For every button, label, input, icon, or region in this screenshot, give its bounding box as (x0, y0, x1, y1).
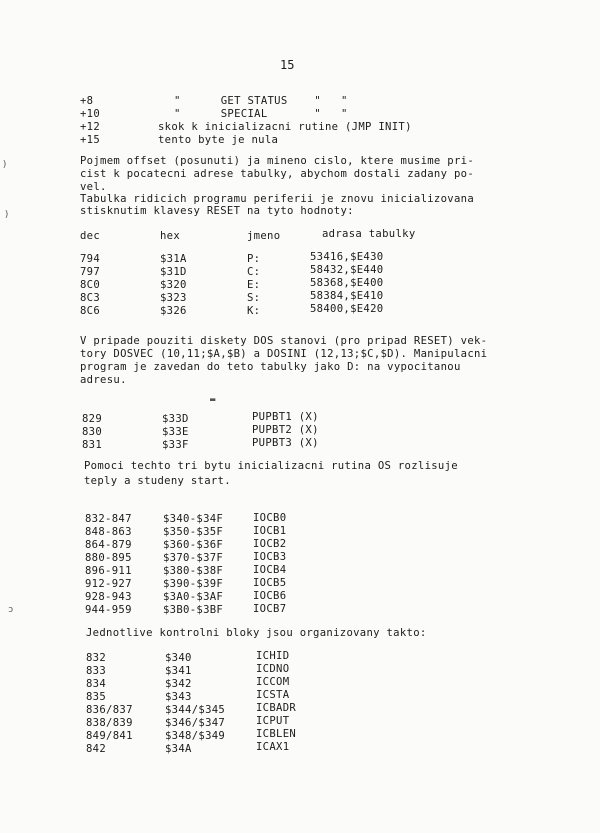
paragraph-line: cist k pocatecni adrese tabulky, abychom dostali zadany po- (80, 168, 474, 180)
table-cell: $380-$38F (163, 565, 224, 577)
table-cell: PUPBT3 (X) (252, 437, 319, 449)
paragraph-line: vel. (80, 181, 107, 193)
table-cell: PUPBT2 (X) (252, 424, 319, 436)
table-cell: 832-847 (85, 513, 132, 525)
paragraph-line: Pojmem offset (posunuti) ja mineno cislo, ktere musime pri- (80, 155, 474, 167)
offset-desc: skok k inicializacni rutine (JMP INIT) (158, 121, 412, 133)
table-cell: 848-863 (85, 526, 132, 538)
table-cell: $33F (162, 439, 189, 451)
table-cell: K: (247, 305, 261, 317)
offset-desc: " GET STATUS " " (174, 95, 348, 107)
table-cell: IOCB5 (253, 577, 287, 589)
table-cell: $350-$35F (163, 526, 224, 538)
offset-label: +8 (80, 95, 94, 107)
table-cell: PUPBT1 (X) (252, 411, 319, 423)
table-cell: IOCB2 (253, 538, 287, 550)
table-cell: ICBADR (256, 702, 297, 714)
table-cell: IOCB6 (253, 590, 287, 602)
scan-mark: ▬ (210, 395, 216, 405)
table-cell: 829 (82, 413, 103, 425)
table-cell: $341 (165, 665, 192, 677)
table-cell: 833 (86, 665, 107, 677)
table-cell: $346/$347 (165, 717, 226, 729)
table-cell: IOCB3 (253, 551, 287, 563)
table-cell: $344/$345 (165, 704, 226, 716)
table-cell: 797 (80, 266, 101, 278)
table-cell: $31D (160, 266, 187, 278)
paragraph-line: program je zavedan do teto tabulky jako D: na vypocitanou (80, 361, 461, 373)
table-cell: $34A (165, 743, 192, 755)
table-cell: 880-895 (85, 552, 132, 564)
offset-label: +15 (80, 134, 101, 146)
table-cell: ICSTA (256, 689, 290, 701)
table-cell: $342 (165, 678, 192, 690)
table-cell: $390-$39F (163, 578, 224, 590)
scan-mark: ) (2, 160, 8, 170)
table-cell: 864-879 (85, 539, 132, 551)
table-header-dec: dec (80, 230, 101, 242)
offset-desc: " SPECIAL " " (174, 108, 348, 120)
table-cell: 58384,$E410 (310, 290, 384, 302)
table-cell: E: (247, 279, 261, 291)
table-cell: P: (247, 253, 261, 265)
table-cell: $360-$36F (163, 539, 224, 551)
table-cell: $348/$349 (165, 730, 226, 742)
table-header-hex: hex (160, 230, 181, 242)
table-cell: 912-927 (85, 578, 132, 590)
offset-label: +12 (80, 121, 101, 133)
paragraph-line: stisknutim klavesy RESET na tyto hodnoty: (80, 205, 354, 217)
table-cell: ICCOM (256, 676, 290, 688)
paragraph-line: Tabulka ridicich programu periferii je znovu inicializovana (80, 193, 474, 205)
table-cell: 842 (86, 743, 107, 755)
scan-mark: ) (4, 210, 10, 220)
table-cell: 831 (82, 439, 103, 451)
table-cell: $3B0-$3BF (163, 604, 224, 616)
page-number: 15 (280, 58, 295, 72)
table-cell: $320 (160, 279, 187, 291)
table-cell: 53416,$E430 (310, 251, 384, 263)
table-header-name: jmeno (247, 230, 281, 242)
table-cell: ICDNO (256, 663, 290, 675)
paragraph-line: adresu. (80, 374, 127, 386)
table-cell: ICBLEN (256, 728, 297, 740)
table-cell: 58432,$E440 (310, 264, 384, 276)
table-cell: $31A (160, 253, 187, 265)
table-cell: 928-943 (85, 591, 132, 603)
table-cell: ICAX1 (256, 741, 290, 753)
table-cell: 832 (86, 652, 107, 664)
table-header-addr: adrasa tabulky (322, 228, 416, 240)
offset-label: +10 (80, 108, 101, 120)
offset-desc: tento byte je nula (158, 134, 279, 146)
table-cell: S: (247, 292, 261, 304)
table-cell: 794 (80, 253, 101, 265)
table-cell: $370-$37F (163, 552, 224, 564)
table-cell: IOCB0 (253, 512, 287, 524)
table-cell: 836/837 (86, 704, 133, 716)
paragraph-line: teply a studeny start. (84, 475, 231, 487)
table-cell: IOCB1 (253, 525, 287, 537)
table-cell: 838/839 (86, 717, 133, 729)
table-cell: $33D (162, 413, 189, 425)
table-cell: $3A0-$3AF (163, 591, 224, 603)
table-cell: C: (247, 266, 261, 278)
table-cell: 58368,$E400 (310, 277, 384, 289)
table-cell: 8C6 (80, 305, 101, 317)
table-cell: ICPUT (256, 715, 290, 727)
table-cell: IOCB7 (253, 603, 287, 615)
table-cell: IOCB4 (253, 564, 287, 576)
table-cell: $33E (162, 426, 189, 438)
paragraph-line: tory DOSVEC (10,11;$A,$B) a DOSINI (12,13;$C,$D). Manipulacni (80, 348, 488, 360)
table-cell: 58400,$E420 (310, 303, 384, 315)
table-cell: 8C3 (80, 292, 101, 304)
scan-mark: ɔ (8, 605, 14, 615)
table-cell: $340 (165, 652, 192, 664)
table-cell: $323 (160, 292, 187, 304)
table-cell: $343 (165, 691, 192, 703)
paragraph-line: V pripade pouziti diskety DOS stanovi (pro pripad RESET) vek- (80, 335, 488, 347)
table-cell: 896-911 (85, 565, 132, 577)
table-cell: 944-959 (85, 604, 132, 616)
table-cell: 834 (86, 678, 107, 690)
table-cell: $340-$34F (163, 513, 224, 525)
table-cell: 835 (86, 691, 107, 703)
paragraph-line: Pomoci techto tri bytu inicializacni rutina OS rozlisuje (84, 460, 458, 472)
paragraph-line: Jednotlive kontrolni bloky jsou organizovany takto: (86, 627, 427, 639)
table-cell: 830 (82, 426, 103, 438)
table-cell: ICHID (256, 650, 290, 662)
table-cell: $326 (160, 305, 187, 317)
table-cell: 8C0 (80, 279, 101, 291)
table-cell: 849/841 (86, 730, 133, 742)
